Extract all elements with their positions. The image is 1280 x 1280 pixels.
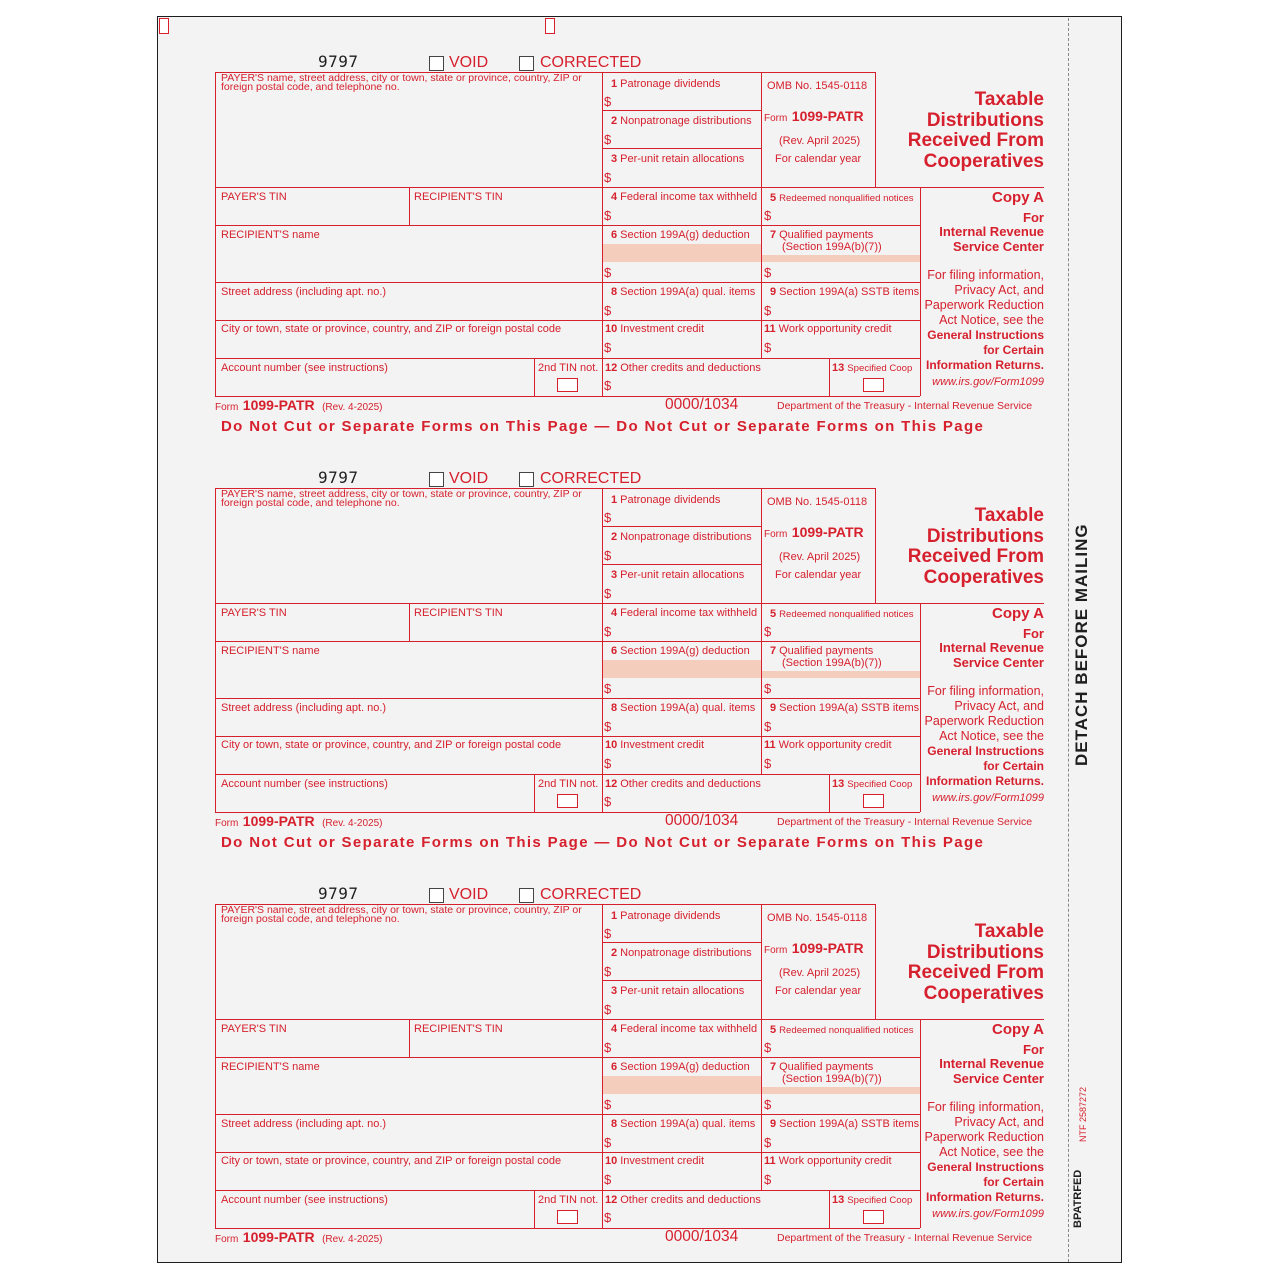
void-label: VOID [449, 54, 489, 71]
dollar-sign: $ [764, 340, 772, 355]
void-checkbox[interactable] [429, 472, 444, 487]
corrected-checkbox[interactable] [519, 56, 534, 71]
grid-line [215, 358, 920, 359]
box-1-label: 1 Patronage dividends [611, 910, 721, 922]
corrected-checkbox[interactable] [519, 888, 534, 903]
dollar-sign: $ [604, 1210, 612, 1225]
form-code: 9797 [318, 468, 359, 487]
grid-line [215, 72, 216, 396]
grid-line [534, 774, 535, 812]
box-2-label: 2 Nonpatronage distributions [611, 947, 752, 959]
irs-url[interactable]: www.irs.gov/Form1099 [932, 792, 1044, 804]
recipient-name-label: RECIPIENT'S name [221, 229, 320, 241]
box-4-label: 4 Federal income tax withheld [611, 607, 758, 619]
box-9-label: 9 Section 199A(a) SSTB items [770, 286, 920, 298]
box-11-label: 11 Work opportunity credit [764, 739, 892, 751]
box-5-label: 5 Redeemed nonqualified notices [770, 608, 914, 620]
general-instructions: General Instructions for Certain Information Returns. [925, 1160, 1044, 1204]
grid-line [215, 1152, 920, 1153]
box-9-label: 9 Section 199A(a) SSTB items [770, 702, 920, 714]
grid-line [761, 904, 762, 1190]
dollar-sign: $ [764, 1097, 772, 1112]
grid-line [829, 1190, 830, 1228]
dollar-sign: $ [604, 794, 612, 809]
box-12-label: 12 Other credits and deductions [605, 362, 761, 374]
footer-form-name: Form 1099-PATR (Rev. 4-2025) [215, 1229, 383, 1245]
form-title: Taxable Distributions Received From Cooperatives [907, 89, 1044, 172]
box-4-label: 4 Federal income tax withheld [611, 1023, 758, 1035]
do-not-cut-notice: Do Not Cut or Separate Forms on This Page — Do Not Cut or Separate Forms on This Page [221, 834, 985, 851]
grid-line [875, 904, 876, 1019]
second-tin-checkbox[interactable] [557, 1210, 578, 1224]
payer-tin-label: PAYER'S TIN [221, 607, 287, 619]
grid-line [215, 641, 920, 642]
grid-line [602, 526, 761, 527]
grid-line [215, 736, 920, 737]
filing-info: For filing information, Privacy Act, and Paperwork Reduction Act Notice, see the [924, 268, 1044, 327]
box-4-label: 4 Federal income tax withheld [611, 191, 758, 203]
void-checkbox[interactable] [429, 888, 444, 903]
dollar-sign: $ [764, 303, 772, 318]
irs-url[interactable]: www.irs.gov/Form1099 [932, 376, 1044, 388]
dollar-sign: $ [764, 681, 772, 696]
calendar-year: For calendar year [775, 985, 862, 997]
second-tin-label: 2nd TIN not. [538, 1194, 599, 1206]
box-6-label: 6 Section 199A(g) deduction [611, 229, 750, 241]
grid-line [829, 774, 830, 812]
form-title: Taxable Distributions Received From Cooperatives [907, 505, 1044, 588]
grid-line [602, 148, 761, 149]
second-tin-label: 2nd TIN not. [538, 778, 599, 790]
city-label: City or town, state or province, country, and ZIP or foreign postal code [221, 739, 562, 751]
shaded-area [762, 671, 920, 678]
grid-line [215, 488, 216, 812]
filing-info: For filing information, Privacy Act, and Paperwork Reduction Act Notice, see the [924, 1100, 1044, 1159]
grid-line [602, 904, 603, 1228]
dollar-sign: $ [604, 624, 612, 639]
payer-tin-label: PAYER'S TIN [221, 191, 287, 203]
grid-line [602, 110, 761, 111]
box-13-label: 13 Specified Coop [832, 778, 913, 790]
grid-line [602, 488, 603, 812]
registration-mark [545, 18, 555, 34]
grid-line [215, 282, 920, 283]
box-11-label: 11 Work opportunity credit [764, 1155, 892, 1167]
dollar-sign: $ [764, 265, 772, 280]
do-not-cut-notice: Do Not Cut or Separate Forms on This Page — Do Not Cut or Separate Forms on This Page [221, 418, 985, 435]
dollar-sign: $ [604, 132, 612, 147]
footer-form-name: Form 1099-PATR (Rev. 4-2025) [215, 397, 383, 413]
dollar-sign: $ [604, 926, 612, 941]
omb-number: OMB No. 1545-0118 [767, 912, 868, 924]
grid-line [534, 1190, 535, 1228]
box-5-label: 5 Redeemed nonqualified notices [770, 1024, 914, 1036]
omb-number: OMB No. 1545-0118 [767, 80, 868, 92]
form-name-block: Form 1099-PATR [764, 524, 864, 540]
dollar-sign: $ [604, 303, 612, 318]
dollar-sign: $ [764, 208, 772, 223]
dollar-sign: $ [604, 681, 612, 696]
catalog-number: 0000/1034 [665, 812, 739, 829]
box-10-label: 10 Investment credit [605, 323, 705, 335]
calendar-year: For calendar year [775, 153, 862, 165]
dollar-sign: $ [604, 1002, 612, 1017]
box-7-label: 7 Qualified payments [770, 229, 874, 241]
specified-coop-checkbox[interactable] [863, 794, 884, 808]
shaded-area [762, 255, 920, 262]
grid-line [602, 564, 761, 565]
box-11-label: 11 Work opportunity credit [764, 323, 892, 335]
corrected-label: CORRECTED [540, 54, 642, 71]
street-address-label: Street address (including apt. no.) [221, 286, 387, 298]
grid-line [215, 1057, 920, 1058]
dollar-sign: $ [604, 94, 612, 109]
form-title: Taxable Distributions Received From Cooperatives [907, 921, 1044, 1004]
form-name-block: Form 1099-PATR [764, 940, 864, 956]
grid-line [215, 225, 920, 226]
dollar-sign: $ [604, 1097, 612, 1112]
payer-tin-label: PAYER'S TIN [221, 1023, 287, 1035]
corrected-label: CORRECTED [540, 470, 642, 487]
recipient-name-label: RECIPIENT'S name [221, 1061, 320, 1073]
void-checkbox[interactable] [429, 56, 444, 71]
payer-name-label: PAYER'S name, street address, city or town, state or province, country, ZIP or foreign postal code, and telephone no. [221, 904, 582, 925]
general-instructions: General Instructions for Certain Information Returns. [925, 744, 1044, 788]
dollar-sign: $ [764, 1135, 772, 1150]
box-13-label: 13 Specified Coop [832, 362, 913, 374]
grid-line [409, 1019, 410, 1057]
second-tin-checkbox[interactable] [557, 378, 578, 392]
revision-date: (Rev. April 2025) [779, 135, 861, 147]
box-13-label: 13 Specified Coop [832, 1194, 913, 1206]
dollar-sign: $ [604, 170, 612, 185]
box-7-sublabel: (Section 199A(b)(7)) [782, 241, 882, 253]
general-instructions: General Instructions for Certain Information Returns. [925, 328, 1044, 372]
box-3-label: 3 Per-unit retain allocations [611, 153, 745, 165]
box-12-label: 12 Other credits and deductions [605, 1194, 761, 1206]
specified-coop-checkbox[interactable] [863, 378, 884, 392]
corrected-label: CORRECTED [540, 886, 642, 903]
box-1-label: 1 Patronage dividends [611, 78, 721, 90]
account-number-label: Account number (see instructions) [221, 362, 388, 374]
dollar-sign: $ [604, 208, 612, 223]
street-address-label: Street address (including apt. no.) [221, 1118, 387, 1130]
box-8-label: 8 Section 199A(a) qual. items [611, 286, 756, 298]
for-label: For [1023, 626, 1044, 641]
box-10-label: 10 Investment credit [605, 739, 705, 751]
box-2-label: 2 Nonpatronage distributions [611, 115, 752, 127]
second-tin-label: 2nd TIN not. [538, 362, 599, 374]
grid-line [602, 980, 761, 981]
specified-coop-checkbox[interactable] [863, 1210, 884, 1224]
grid-line [875, 488, 876, 603]
grid-line [920, 187, 921, 396]
form-1099-patr [0, 884, 1280, 1278]
dollar-sign: $ [604, 340, 612, 355]
grid-line [602, 942, 761, 943]
city-label: City or town, state or province, country, and ZIP or foreign postal code [221, 323, 562, 335]
grid-line [875, 72, 876, 187]
box-7-sublabel: (Section 199A(b)(7)) [782, 1073, 882, 1085]
form-code: 9797 [318, 52, 359, 71]
box-8-label: 8 Section 199A(a) qual. items [611, 702, 756, 714]
street-address-label: Street address (including apt. no.) [221, 702, 387, 714]
catalog-number: 0000/1034 [665, 1228, 739, 1245]
dollar-sign: $ [764, 1040, 772, 1055]
grid-line [215, 1114, 920, 1115]
box-12-label: 12 Other credits and deductions [605, 778, 761, 790]
grid-line [409, 603, 410, 641]
recipient-tin-label: RECIPIENT'S TIN [414, 1023, 503, 1035]
copy-a-label: Copy A [992, 605, 1044, 622]
catalog-number: 0000/1034 [665, 396, 739, 413]
grid-line [920, 603, 921, 812]
dollar-sign: $ [764, 756, 772, 771]
dollar-sign: $ [604, 719, 612, 734]
shaded-area [762, 1087, 920, 1094]
second-tin-checkbox[interactable] [557, 794, 578, 808]
department: Department of the Treasury - Internal Revenue Service [777, 1232, 1033, 1244]
dollar-sign: $ [604, 1172, 612, 1187]
payer-name-label: PAYER'S name, street address, city or town, state or province, country, ZIP or foreign postal code, and telephone no. [221, 488, 582, 509]
copy-a-label: Copy A [992, 189, 1044, 206]
shaded-area [603, 660, 761, 678]
dollar-sign: $ [604, 586, 612, 601]
grid-line [215, 1190, 920, 1191]
box-8-label: 8 Section 199A(a) qual. items [611, 1118, 756, 1130]
omb-number: OMB No. 1545-0118 [767, 496, 868, 508]
dollar-sign: $ [604, 510, 612, 525]
box-3-label: 3 Per-unit retain allocations [611, 569, 745, 581]
product-code: BPATRFED [1072, 1169, 1084, 1228]
irs-label: Internal Revenue Service Center [939, 1056, 1044, 1086]
ntf-number: NTF 2587272 [1078, 1086, 1088, 1142]
grid-line [215, 698, 920, 699]
recipient-name-label: RECIPIENT'S name [221, 645, 320, 657]
dollar-sign: $ [604, 1040, 612, 1055]
grid-line [602, 72, 603, 396]
shaded-area [603, 244, 761, 262]
revision-date: (Rev. April 2025) [779, 967, 861, 979]
dollar-sign: $ [604, 265, 612, 280]
dollar-sign: $ [604, 378, 612, 393]
filing-info: For filing information, Privacy Act, and Paperwork Reduction Act Notice, see the [924, 684, 1044, 743]
dollar-sign: $ [764, 1172, 772, 1187]
corrected-checkbox[interactable] [519, 472, 534, 487]
box-2-label: 2 Nonpatronage distributions [611, 531, 752, 543]
grid-line [761, 72, 762, 358]
box-1-label: 1 Patronage dividends [611, 494, 721, 506]
dollar-sign: $ [764, 719, 772, 734]
form-1099-patr [0, 52, 1280, 446]
box-3-label: 3 Per-unit retain allocations [611, 985, 745, 997]
dollar-sign: $ [604, 964, 612, 979]
box-9-label: 9 Section 199A(a) SSTB items [770, 1118, 920, 1130]
recipient-tin-label: RECIPIENT'S TIN [414, 191, 503, 203]
box-5-label: 5 Redeemed nonqualified notices [770, 192, 914, 204]
shaded-area [603, 1076, 761, 1094]
box-6-label: 6 Section 199A(g) deduction [611, 1061, 750, 1073]
dollar-sign: $ [604, 1135, 612, 1150]
dollar-sign: $ [604, 548, 612, 563]
box-6-label: 6 Section 199A(g) deduction [611, 645, 750, 657]
for-label: For [1023, 210, 1044, 225]
payer-name-label: PAYER'S name, street address, city or town, state or province, country, ZIP or foreign postal code, and telephone no. [221, 72, 582, 93]
irs-label: Internal Revenue Service Center [939, 640, 1044, 670]
grid-line [215, 904, 216, 1228]
department: Department of the Treasury - Internal Revenue Service [777, 816, 1033, 828]
grid-line [920, 1019, 921, 1228]
grid-line [215, 320, 920, 321]
account-number-label: Account number (see instructions) [221, 778, 388, 790]
irs-url[interactable]: www.irs.gov/Form1099 [932, 1208, 1044, 1220]
footer-form-name: Form 1099-PATR (Rev. 4-2025) [215, 813, 383, 829]
box-7-label: 7 Qualified payments [770, 1061, 874, 1073]
irs-label: Internal Revenue Service Center [939, 224, 1044, 254]
box-7-label: 7 Qualified payments [770, 645, 874, 657]
detach-before-mailing: DETACH BEFORE MAILING [1072, 523, 1091, 766]
grid-line [409, 187, 410, 225]
city-label: City or town, state or province, country, and ZIP or foreign postal code [221, 1155, 562, 1167]
void-label: VOID [449, 470, 489, 487]
dollar-sign: $ [764, 624, 772, 639]
grid-line [215, 774, 920, 775]
registration-mark [159, 18, 169, 34]
dollar-sign: $ [604, 756, 612, 771]
form-1099-patr [0, 468, 1280, 862]
grid-line [534, 358, 535, 396]
department: Department of the Treasury - Internal Revenue Service [777, 400, 1033, 412]
copy-a-label: Copy A [992, 1021, 1044, 1038]
box-10-label: 10 Investment credit [605, 1155, 705, 1167]
revision-date: (Rev. April 2025) [779, 551, 861, 563]
recipient-tin-label: RECIPIENT'S TIN [414, 607, 503, 619]
box-7-sublabel: (Section 199A(b)(7)) [782, 657, 882, 669]
form-name-block: Form 1099-PATR [764, 108, 864, 124]
calendar-year: For calendar year [775, 569, 862, 581]
grid-line [761, 488, 762, 774]
void-label: VOID [449, 886, 489, 903]
account-number-label: Account number (see instructions) [221, 1194, 388, 1206]
form-code: 9797 [318, 884, 359, 903]
grid-line [829, 358, 830, 396]
for-label: For [1023, 1042, 1044, 1057]
